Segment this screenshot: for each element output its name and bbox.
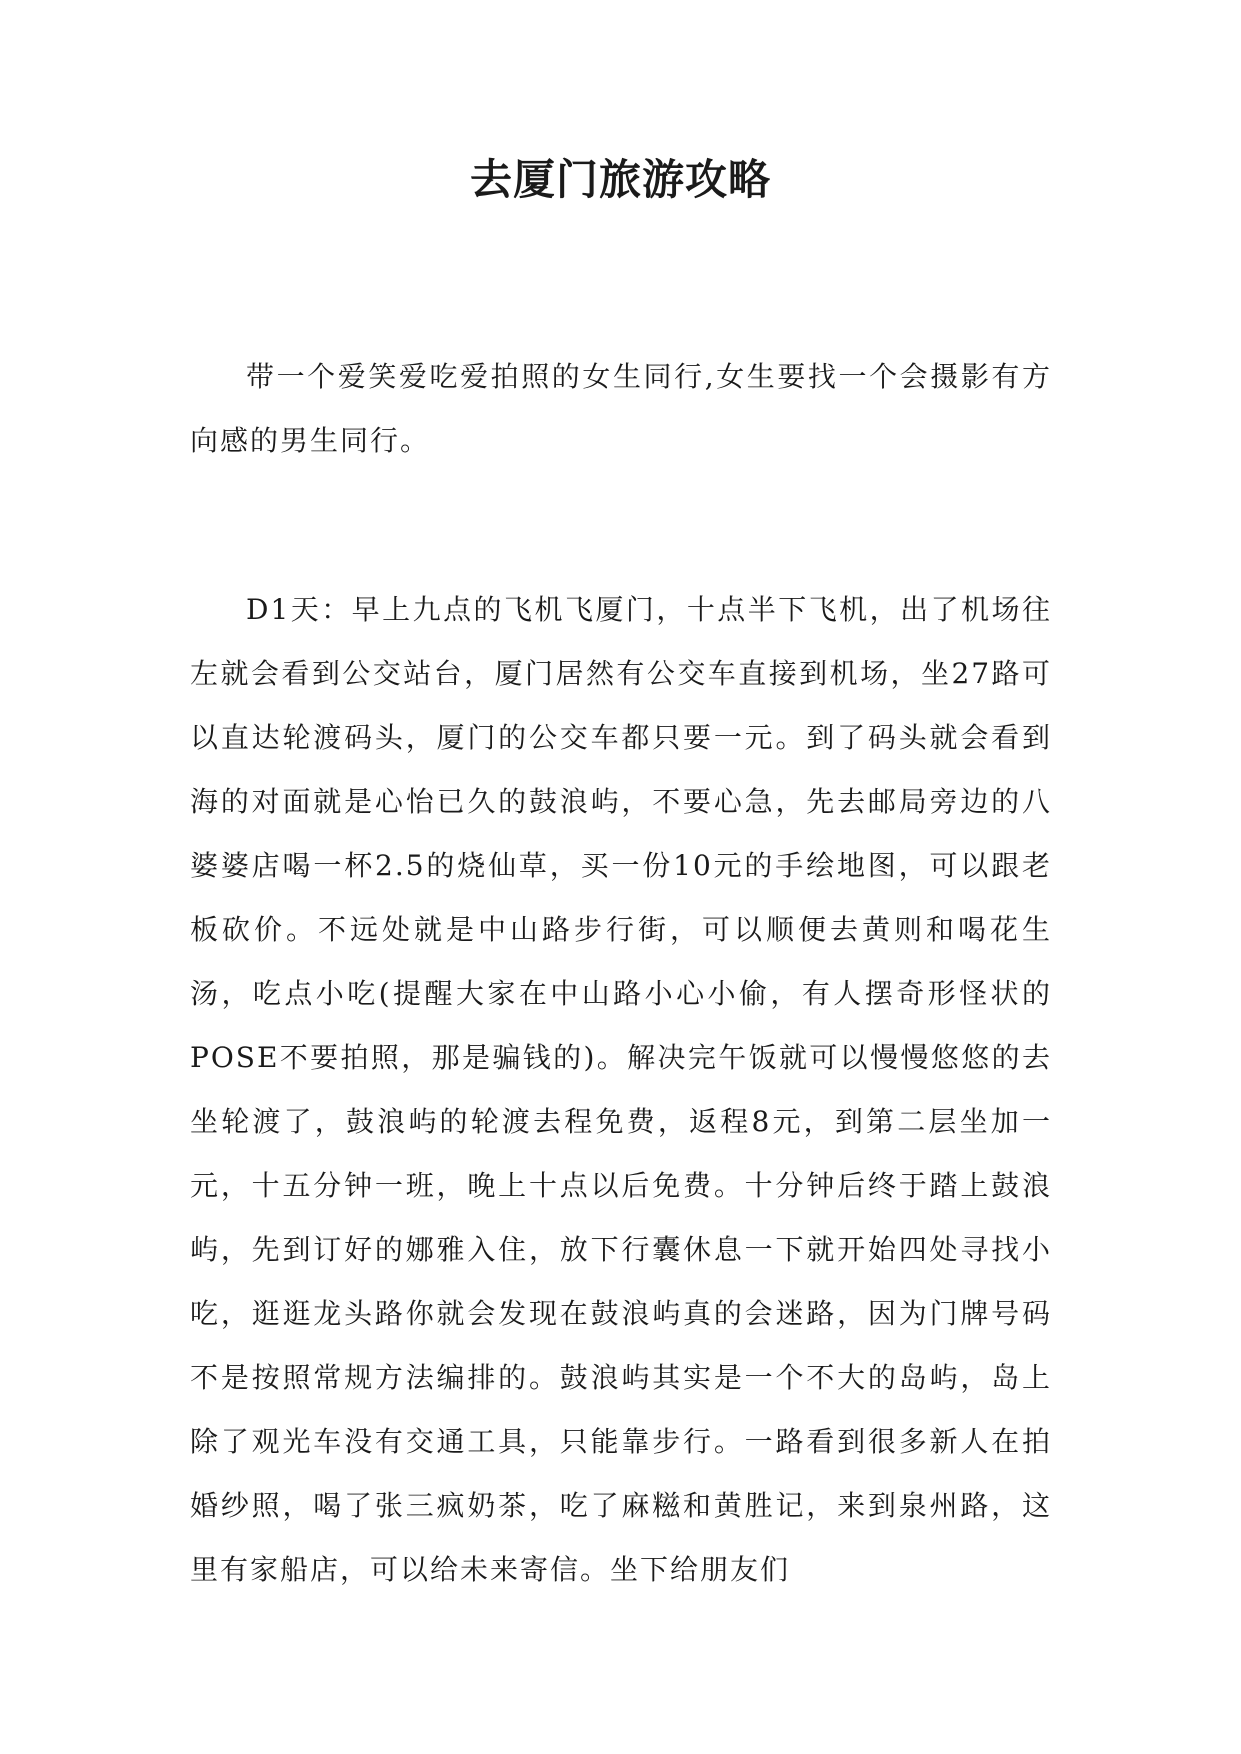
intro-paragraph: 带一个爱笑爱吃爱拍照的女生同行,女生要找一个会摄影有方向感的男生同行。 — [190, 360, 1052, 457]
document-title: 去厦门旅游攻略 — [469, 155, 771, 204]
day1-paragraph: D1天：早上九点的飞机飞厦门，十点半下飞机，出了机场往左就会看到公交站台，厦门居然有公交车直接到机场，坐27路可以直达轮渡码头，厦门的公交车都只要一元。到了码头就会看到海的对面就是心怡已久的鼓浪屿，不要心急，先去邮局旁边的八婆婆店喝一杯2.5的烧仙草，买一份10元的手绘地图，可以跟老板砍价。不远处就是中山路步行街，可以顺便去黄则和喝花生汤，吃点小吃(提醒大家在中山路小心小偷，有人摆奇形怪状的POSE不要拍照，那是骗钱的)。解决完午饭就可以慢慢悠悠的去坐轮渡了，鼓浪屿的轮渡去程免费，返程8元，到第二层坐加一元，十五分钟一班，晚上十点以后免费。十分钟后终于踏上鼓浪屿，先到订好的娜雅入住，放下行囊休息一下就开始四处寻找小吃，逛逛龙头路你就会发现在鼓浪屿真的会迷路，因为门牌号码不是按照常规方法编排的。鼓浪屿其实是一个不大的岛屿，岛上除了观光车没有交通工具，只能靠步行。一路看到很多新人在拍婚纱照，喝了张三疯奶茶，吃了麻糍和黄胜记，来到泉州路，这里有家船店，可以给未来寄信。坐下给朋友们 — [190, 593, 1052, 1586]
